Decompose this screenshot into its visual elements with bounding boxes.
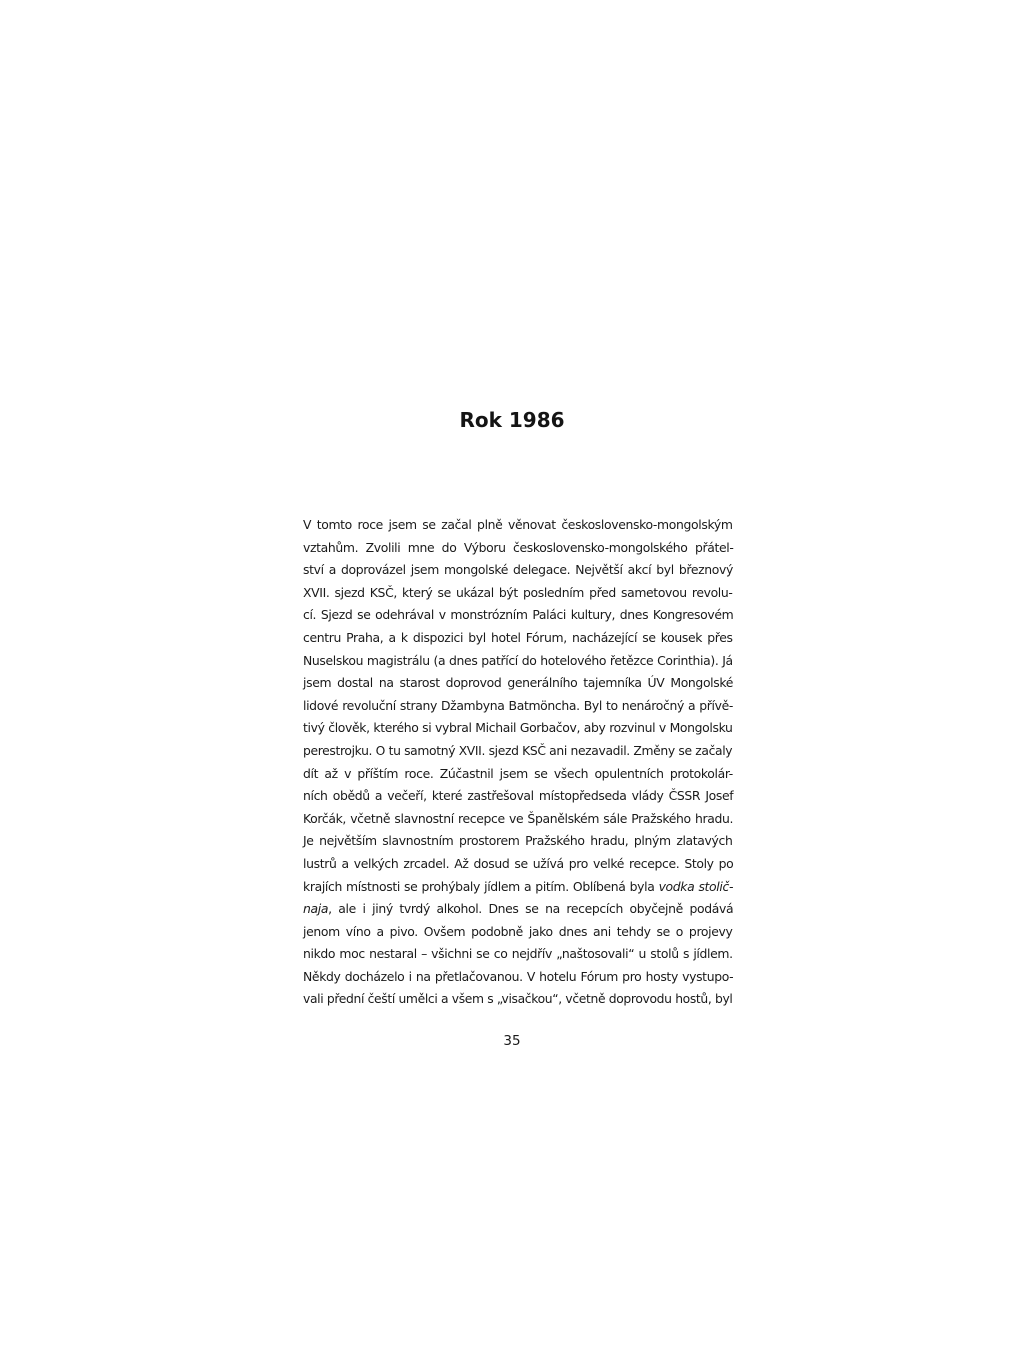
- text-line: [303, 988, 733, 1011]
- text-line: [303, 830, 733, 853]
- chapter-title: Rok 1986: [459, 408, 565, 432]
- text-line: [303, 604, 733, 627]
- text-line: [303, 921, 733, 944]
- text-segment: dít až v příštím roce. Zúčastnil jsem se všech opulentních protokolár-: [303, 765, 733, 781]
- text-line: [303, 853, 733, 876]
- text-line: [303, 717, 733, 740]
- text-segment: XVII. sjezd KSČ, který se ukázal být posledním před sametovou revolu-: [303, 584, 733, 600]
- text-line: [303, 876, 733, 899]
- text-segment: cí. Sjezd se odehrával v monstrózním Paláci kultury, dnes Kongresovém: [303, 607, 734, 623]
- text-segment: vali přední čeští umělci a všem s „visačkou“, včetně doprovodu hostů, byl: [303, 992, 733, 1007]
- italic-text: vodka stolič-: [658, 878, 734, 894]
- text-segment: Nuselskou magistrálu (a dnes patřící do hotelového řetězce Corinthia). Já: [303, 652, 733, 668]
- text-segment: jenom víno a pivo. Ovšem podobně jako dnes ani tehdy se o projevy: [303, 923, 733, 939]
- text-line: [303, 537, 733, 560]
- text-line: [303, 582, 733, 605]
- text-line: [303, 763, 733, 786]
- text-line: [303, 559, 733, 582]
- text-line: [303, 785, 733, 808]
- text-segment: ních obědů a večeří, které zastřešoval místopředseda vlády ČSSR Josef: [303, 788, 734, 804]
- text-segment: krajích místnosti se prohýbaly jídlem a pitím. Oblíbená byla: [303, 878, 659, 894]
- text-line: [303, 966, 733, 989]
- text-segment: tivý člověk, kterého si vybral Michail Gorbačov, aby rozvinul v Mongolsku: [303, 720, 733, 736]
- text-line: [303, 650, 733, 673]
- italic-text: naja: [303, 901, 329, 917]
- text-segment: lidové revoluční strany Džambyna Batmöncha. Byl to nenáročný a přívě-: [303, 697, 733, 713]
- text-line: [303, 808, 733, 831]
- text-line: [303, 740, 733, 763]
- text-segment: Někdy docházelo i na přetlačovanou. V hotelu Fórum pro hosty vystupo-: [303, 968, 734, 984]
- page-number: 35: [503, 1033, 521, 1049]
- text-segment: V tomto roce jsem se začal plně věnovat československo-mongolským: [303, 517, 733, 532]
- text-segment: centru Praha, a k dispozici byl hotel Fórum, nacházející se kousek přes: [303, 629, 733, 645]
- text-line: [303, 898, 733, 921]
- text-segment: Korčák, včetně slavnostní recepce ve Španělském sále Pražského hradu.: [303, 810, 734, 826]
- body-paragraph: [303, 514, 733, 1011]
- text-line: [303, 672, 733, 695]
- text-segment: Je největším slavnostním prostorem Pražského hradu, plným zlatavých: [303, 833, 733, 849]
- text-segment: , ale i jiný tvrdý alkohol. Dnes se na recepcích obyčejně podává: [328, 901, 734, 917]
- text-segment: perestrojku. O tu samotný XVII. sjezd KSČ ani nezavadil. Změny se začaly: [303, 743, 733, 758]
- text-segment: ství a doprovázel jsem mongolské delegace. Největší akcí byl březnový: [303, 562, 733, 578]
- text-line: [303, 627, 733, 650]
- text-line: [303, 514, 733, 537]
- text-line: [303, 943, 733, 966]
- text-segment: jsem dostal na starost doprovod generálního tajemníka ÚV Mongolské: [303, 675, 734, 691]
- text-line: [303, 695, 733, 718]
- text-segment: lustrů a velkých zrcadel. Až dosud se užívá pro velké recepce. Stoly po: [303, 855, 734, 871]
- text-segment: nikdo moc nestaral – všichni se co nejdřív „naštosovali“ u stolů s jídlem.: [303, 946, 733, 962]
- text-segment: vztahům. Zvolili mne do Výboru československo-mongolského přátel-: [303, 539, 734, 555]
